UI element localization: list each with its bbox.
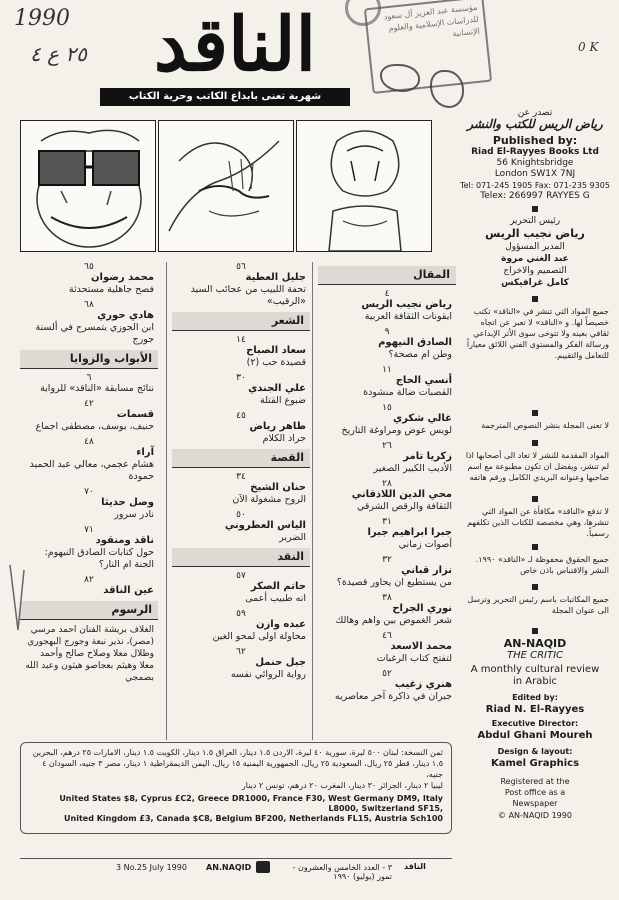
contents-column-left [20,262,158,740]
entry-page: ٣٤ [236,472,246,482]
bullet-icon [532,628,538,634]
design-label-ar: التصميم والاخراج [503,266,567,276]
entry-title: نادر سرور [114,509,154,520]
director-label: المدير المسؤول [505,242,565,252]
entry-page: ٦ [86,373,92,383]
edited-by-name: Riad N. El-Rayyes [485,704,585,715]
exec-name: Abdul Ghani Moureh [477,730,593,741]
published-by-label: Published by: [492,134,578,147]
entry-author: قسمات [116,409,154,420]
list-item[interactable] [172,571,310,605]
policy-text: جميع الحقوق محفوظة لـ «الناقد» ١٩٩٠. النشر والاقتباس باذن خاص [475,555,609,575]
list-item[interactable] [318,289,456,323]
publisher-column [457,108,613,874]
list-item[interactable] [318,479,456,513]
entry-author: جبرا ابراهيم جبرا [367,527,452,538]
art-credits [20,624,158,684]
section-heading-critique: النقد [172,548,310,567]
design-name-en: Kamel Graphics [490,758,580,769]
entry-title: هشام عجمي، معالي عبد الحميد حمودة [29,459,154,482]
list-item[interactable] [20,437,158,483]
entry-page: ١٥ [382,403,392,413]
entry-page: ٦٥ [84,262,94,272]
copyright: © AN-NAQID 1990 [498,811,572,820]
entry-author: زكريا تامر [403,451,452,462]
list-item[interactable] [318,327,456,361]
critique-list [172,571,310,681]
table-of-contents [20,262,452,740]
entry-page: ٤٢ [84,399,94,409]
entry-title: رواية الروائي نفسه [230,669,306,680]
list-item[interactable] [318,365,456,399]
registration-line1: Registered at the [500,777,570,786]
illustration-figure [296,120,432,252]
entry-title: أصوات زماني [398,539,452,550]
contents-column-articles [318,262,456,740]
entry-title: الأديب الكبير الصغير [373,463,452,474]
entry-author: وصل حديثا [101,497,154,508]
footer-mag-en: AN.NAQID [206,863,252,872]
handwritten-year: 1990 [14,6,70,31]
entry-page: ٧٠ [84,487,94,497]
bullet-icon [532,410,538,416]
story-list [172,472,310,544]
director-name: عبد الغني مروة [501,254,569,264]
entry-page: ٨٢ [84,575,94,585]
registration-line3: Newspaper [512,799,558,808]
eyeglasses-drawing-icon [21,121,156,252]
hands-drawing-icon [159,121,294,252]
policy-text: جميع المواد التي تنشر في «الناقد» تكتب خصيصاً لها. و «الناقد» لا تعبر عن اتجاه ثقافي بعينه ولا تتوخى سوى الأثر الإبداعي ورسالة الفكر والمستوى الفني اللائق معياراً للتعامل والتقييم. [466,307,609,360]
top-list [20,262,158,346]
entry-title: الثقافة والرقص الشرقي [356,501,452,512]
entry-author: عبده وازن [255,619,306,630]
list-item[interactable] [172,472,310,506]
publisher-address2: London SW1X 7NJ [494,169,576,179]
entry-page: ٥٩ [236,609,246,619]
illustration-hands [158,120,294,252]
entry-page: ٦٢ [236,647,246,657]
entry-title: جراد الكلام [262,433,306,444]
entry-title: شعر الغموض بين واهم وهالك [335,615,452,626]
logo-mark-icon [256,861,270,873]
bullet-icon [532,544,538,550]
list-item[interactable] [318,669,456,703]
policy-text: لا تعنى المجلة بنشر النصوص المترجمة [481,421,609,430]
ink-scrawl-icon [430,70,464,108]
contents-column-middle [172,262,310,740]
entry-title: الضرير [279,532,306,543]
entry-author: محي الدين اللاذقاني [351,489,452,500]
entry-author: هادي حوري [97,310,154,321]
publisher-telex: Telex: 266997 RAYYES G [480,191,590,201]
entry-title: الروح مشغولة الآن [232,494,306,505]
bullet-icon [532,296,538,302]
entry-author: طاهر رياض [249,421,306,432]
policy-text: جميع المكاتبات باسم رئيس التحرير وترسل الى عنوان المجلة [467,595,609,615]
entry-page: ٢٨ [382,479,392,489]
list-item[interactable] [318,631,456,665]
entry-author: عين الناقد [103,585,154,596]
tagline: شهرية تعنى بابداع الكاتب وحرية الكتاب [100,88,350,106]
entry-author: نوري الجراح [392,603,452,614]
entry-title: لتفتح كتاب الرغبات [376,653,452,664]
entry-page: ٢٦ [382,441,392,451]
poetry-list [172,335,310,445]
entry-page: ٦٨ [84,300,94,310]
edited-by-label: Edited by: [512,693,558,702]
entry-title: وطن ام مصحة؟ [388,349,452,360]
exec-label: Executive Director: [491,719,579,728]
list-item[interactable] [172,373,310,407]
entry-author: علي الجندي [248,383,306,394]
entry-title: ابن الجوزي يتمسرح في ألسنة جورج [35,322,154,345]
entry-author: محمد رضوان [90,272,154,283]
registration-line2: Post office as a [504,788,566,797]
entry-author: جليل العطية [245,272,306,283]
entry-page: ٤٨ [84,437,94,447]
editor-name: رياض نجيب الريس [485,227,585,240]
column-divider [312,262,313,740]
publisher-company: Riad El-Rayyes Books Ltd [471,147,599,157]
entry-author: غالي شكري [393,413,452,424]
section-heading-story: القصة [172,449,310,468]
entry-page: ٤٥ [236,411,246,421]
prices-arabic-1: ثمن النسخة: لبنان ٥٠٠ ليرة، سورية ٤٠ ليرة، الاردن ١.٥ دينار، العراق ١.٥ دينار، الكويت ١.٥ دينار، الامارات ٢٥ درهم، البحرين ١.٥ دينار، قطر ٢٥ ريال، السعودية ٢٥ ريال، الجمهورية اليمنية ١٥ ريال، اليمن الديمقراطية ١ دينار، مصر ٣ جنيه، السودان ٤ جنيه، [32,748,443,779]
bullet-icon [532,496,538,502]
pen-mark-icon [6,560,28,640]
list-item[interactable] [318,593,456,627]
section-heading-poetry: الشعر [172,312,310,331]
entry-page: ١٤ [236,335,246,345]
list-item[interactable] [20,487,158,521]
entry-author: محمد الاسعد [390,641,452,652]
prices-english-1: United States $8, Cyprus £C2, Greece DR1000, France F30, West Germany DM9, Italy L8000, Switzerland SF15, [59,794,443,813]
publisher-ar-name: رياض الريس للكتب والنشر [467,117,603,131]
english-title: AN-NAQID [503,637,567,650]
footer-mag-ar: الناقد [404,862,426,871]
list-item[interactable] [172,609,310,643]
english-subtitle: THE CRITIC [506,650,564,661]
list-item[interactable] [20,373,158,395]
section-heading-articles: المقال [318,266,456,285]
policy-text: المواد المقدمة للنشر لا تعاد الى أصحابها اذا لم تنشر، ويفضل ان تكون مطبوعة مع اسم صاحبها وعنوانه البريدي الكامل ورقم هاتفه [465,451,609,482]
entry-author: جبل حنمل [255,657,306,668]
list-item[interactable] [20,575,158,597]
design-label-en: Design & layout: [497,747,573,756]
library-stamp: مؤسسة عبد العزيز آل سعود للدراسات الإسلامية والعلوم الإنسانية [364,0,492,94]
bullet-icon [532,206,538,212]
publisher-tel: Tel: 071-245 1905 Fax: 071-235 9305 [460,181,610,190]
entry-page: ٤ [384,289,390,299]
entry-title: حول كتابات الصادق النيهوم: الجنة ام النار؟ [44,547,154,570]
list-item[interactable] [172,262,310,308]
entry-title: لويس عوض ومراوغة التاريخ [341,425,452,436]
entry-title: نتائج مسابقة «الناقد» للرواية [40,383,154,394]
entry-page: ٧١ [84,525,94,535]
entry-page: ٣٢ [382,555,392,565]
entry-author: رياض نجيب الريس [361,299,452,310]
page-footer [20,858,452,881]
policy-text: لا تدفع «الناقد» مكافأة عن المواد التي تنشرها، وهي مخصصة للكتاب الذين تكلفهم رسمياً. [467,507,609,538]
entry-page: ٥٦ [236,262,246,272]
english-desc2: in Arabic [513,676,557,687]
design-name-ar: كامل غرافيكس [501,278,569,288]
prices-arabic-2: ليبيا ٢ دينار، الجزائر ٣٠ دينار، المغرب ٢٠ درهم، تونس ٢ دينار [241,781,443,790]
illustration-eyeglasses [20,120,156,252]
corner-mark: 0 K [578,40,599,54]
entry-author: هنري زغيب [394,679,452,690]
entry-author: نزار قباني [401,565,452,576]
entry-title: محاولة اولى لمحو الغين [212,631,306,642]
section-heading-art: الرسوم [20,601,158,620]
footer-issue-en: 3 No.25 July 1990 [116,863,187,872]
publisher-ar-label: تصدر عن [517,108,553,118]
editor-label: رئيس التحرير [509,216,561,226]
entry-title: تحفة اللبيب من عجائب السيد «الرقيب» [190,284,306,307]
entry-page: ٩ [384,327,390,337]
figure-drawing-icon [297,121,432,252]
list-item[interactable] [318,403,456,437]
entry-page: ٣١ [382,517,392,527]
entry-page: ١١ [382,365,392,375]
list-item[interactable] [20,262,158,296]
entry-title: القصبات ضالة منشودة [363,387,452,398]
entry-page: ٣٨ [382,593,392,603]
entry-title: حنيف، يوسف، مصطفى اجماع [35,421,154,432]
doors-list [20,373,158,597]
list-item[interactable] [318,517,456,551]
entry-page: ٣٠ [236,373,246,383]
section-heading-doors: الأبواب والزوايا [20,350,158,369]
list-item[interactable] [318,441,456,475]
entry-page: ٥٠ [236,510,246,520]
list-item[interactable] [20,399,158,433]
entry-author: الياس العطروني [224,520,306,531]
price-box [20,742,452,834]
column-divider [166,262,167,740]
art-credits-text: الغلاف بريشة الفنان احمد مرسي (مصر)، نذير نبعة وجورج البهجوري وطلال معلا وصلاح صالح وأحمد معلا وهيثم بعجاصو هيثون وعبد الله بصمجي [25,625,154,683]
english-desc1: A monthly cultural review [470,664,600,675]
prices-english-2: United Kingdom £3, Canada $C8, Belgium BF200, Netherlands FL15, Austria Sch100 [64,814,443,823]
bullet-icon [532,440,538,446]
list-item[interactable] [318,555,456,589]
entry-author: آراء [136,447,154,458]
publisher-address1: 56 Knightsbridge [496,158,574,168]
handwritten-number: ٢٥ ع ٤ [30,42,87,66]
entry-page: ٥٧ [236,571,246,581]
entry-title: جبران في ذاكرة آخر معاصريه [334,691,452,702]
footer-issue-ar: ٣ - العدد الخامس والعشرون - تموز (يوليو) ١٩٩٠ [292,863,392,881]
entry-author: الصادق النيهوم [378,337,452,348]
list-item[interactable] [20,300,158,346]
entry-author: ناقد ومنقود [95,535,154,546]
list-item[interactable] [172,647,310,681]
list-item[interactable] [172,510,310,544]
list-item[interactable] [172,335,310,369]
entry-page: ٤٦ [382,631,392,641]
list-item[interactable] [172,411,310,445]
entry-title: فصح جاهلية مستحدثة [68,284,154,295]
entry-title: ضبوع القتلة [260,395,306,406]
entry-author: أنسي الحاج [395,375,452,386]
entry-author: حاتم الصكر [250,581,306,592]
entry-title: انه طبيب أعمى [245,593,306,604]
list-item[interactable] [20,525,158,571]
bullet-icon [532,584,538,590]
entry-author: حنان الشيخ [250,482,306,493]
entry-page: ٥٢ [382,669,392,679]
entry-title: قصيدة حب (٢) [246,357,306,368]
entry-author: سعاد الصباح [246,345,306,356]
entry-title: من يستطيع ان يحاور قصيدة؟ [336,577,452,588]
masthead-title: الناقد [153,2,317,88]
entry-title: ايقونات الثقافة العربية [364,311,452,322]
